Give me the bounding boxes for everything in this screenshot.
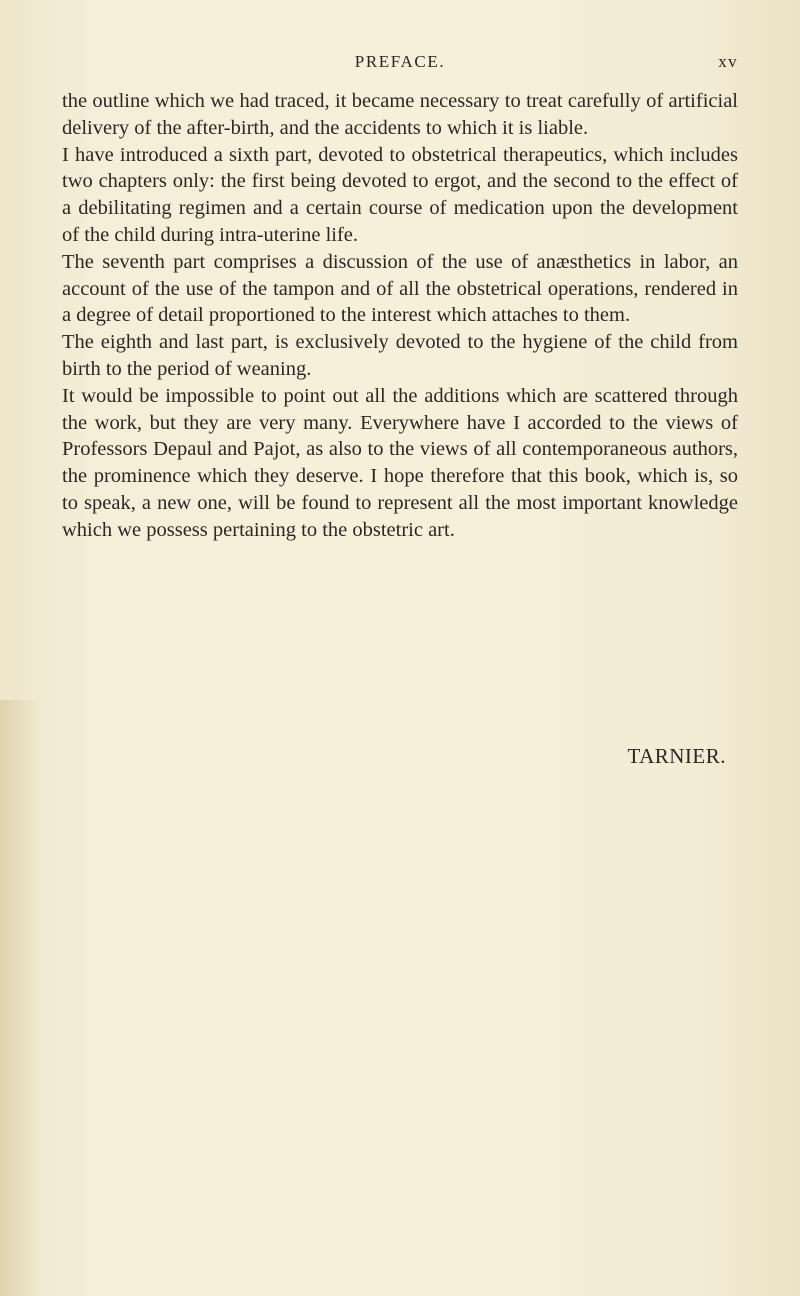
paragraph-3: The seventh part comprises a discussion of the use of anæsthetics in labor, an account of the use of the tampon and of all the obstetrical operations, rendered in a degree of detail proportioned to the interest which attaches to them. <box>62 250 738 327</box>
running-title: PREFACE. <box>354 52 446 71</box>
paragraph-2: I have introduced a sixth part, devoted to obstetrical therapeutics, which includes two chapters only: the first being devoted to ergot, and the second to the effect of a debilitating regimen and a certain course of medication upon the development of the child during intra-uterine life. <box>62 143 738 246</box>
page-number: xv <box>718 52 738 71</box>
paragraph-5: It would be impossible to point out all the additions which are scattered through the work, but they are very many. Everywhere have I accorded to the views of Professors Depaul and Pajot, as also to the views of all contemporaneous authors, the prominence which they deserve. I hope therefore that this book, which is, so to speak, a new one, will be found to represent all the most important knowledge which we possess pertaining to the obstetric art. <box>62 384 738 541</box>
paragraph-4: The eighth and last part, is exclusively devoted to the hygiene of the child from birth to the period of weaning. <box>62 331 738 380</box>
running-head <box>62 52 738 82</box>
page-edge-stain <box>0 700 40 1296</box>
paragraph-1: the outline which we had traced, it became necessary to treat carefully of artificial delivery of the after-birth, and the accidents to which it is liable. <box>62 90 738 139</box>
author-signature: TARNIER. <box>627 744 726 768</box>
preface-body <box>62 88 738 544</box>
